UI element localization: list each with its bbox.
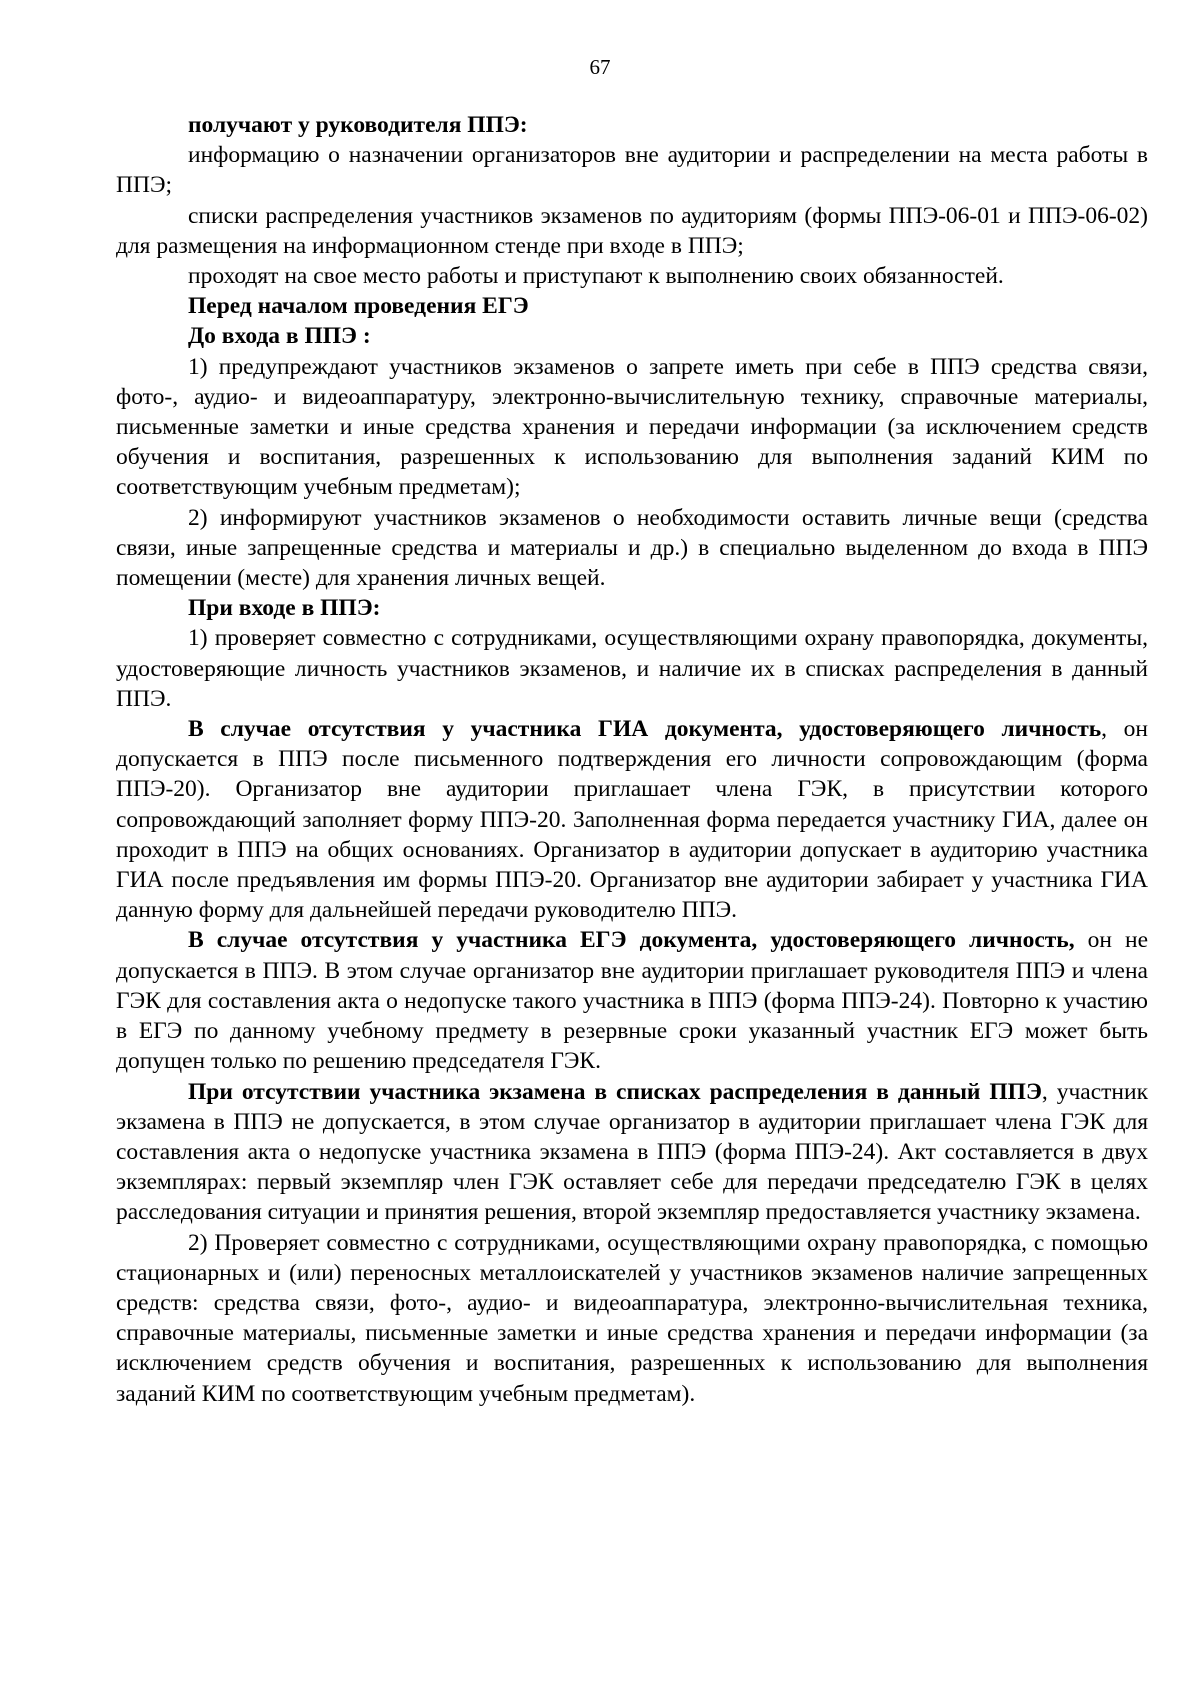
paragraph-warn-participants: 1) предупреждают участников экзаменов о запрете иметь при себе в ППЭ средства связи, фото-, аудио- и видеоаппаратуру, электронно-вычислительную технику, справочные материалы, письменные заметки и иные средства хранения и передачи информации (за исключением средств обучения и воспитания, разрешенных к использованию для выполнения заданий КИМ по соответствующим учебным предметам); [116, 353, 1148, 501]
paragraph-check-documents: 1) проверяет совместно с сотрудниками, осуществляющими охрану правопорядка, документы, удостоверяющие личность участников экзаменов, и наличие их в списках распределения в данный ППЭ. [116, 625, 1148, 712]
paragraph-gia-no-document [116, 714, 1148, 925]
paragraph-gia-no-document-lead: В случае отсутствия у участника ГИА документа, удостоверяющего личность [188, 716, 1102, 743]
paragraph-ege-no-document-text: он не допускается в ППЭ. В этом случае организатор вне аудитории приглашает руководителя ППЭ и члена ГЭК для составления акта о недопуске такого участника в ППЭ (форма ППЭ-24). Повторно к участию в ЕГЭ по данному учебному предмету в резервные сроки указанный участник ЕГЭ может быть допущен только по решению председателя ГЭК. [116, 927, 1148, 1075]
paragraph-proceed-to-workplace: проходят на свое место работы и приступают к выполнению своих обязанностей. [188, 263, 1004, 290]
paragraph-not-in-lists-text: , участник экзамена в ППЭ не допускается, в этом случае организатор в аудитории приглашает члена ГЭК для составления акта о недопуске участника экзамена в ППЭ (форма ППЭ-24). Акт составляется в двух экземплярах: первый экземпляр член ГЭК оставляет себе для передачи председателю ГЭК в целях расследования ситуации и принятия решения, второй экземпляр предоставляется участнику экзамена. [116, 1078, 1148, 1226]
paragraph-assignment-info: информацию о назначении организаторов вне аудитории и распределении на места работы в ППЭ; [116, 142, 1148, 199]
paragraph-inform-participants: 2) информируют участников экзаменов о необходимости оставить личные вещи (средства связи, иные запрещенные средства и материалы и др.) в специально выделенном до входа в ППЭ помещении (месте) для хранения личных вещей. [116, 504, 1148, 592]
heading-at-entrance: При входе в ППЭ: [188, 595, 381, 622]
paragraph-ege-no-document [116, 925, 1148, 1076]
paragraph-distribution-lists: списки распределения участников экзаменов по аудиториям (формы ППЭ-06-01 и ППЭ-06-02) для размещения на информационном стенде при входе в ППЭ; [116, 202, 1148, 259]
paragraph-gia-no-document-text: , он допускается в ППЭ после письменного подтверждения его личности сопровождающим (форма ППЭ-20). Организатор вне аудитории приглашает члена ГЭК, в присутствии которого сопровождающий заполняет форму ППЭ-20. Заполненная форма передается участнику ГИА, далее он проходит в ППЭ на общих основаниях. Организатор в аудитории допускает в аудиторию участника ГИА после предъявления им формы ППЭ-20. Организатор вне аудитории забирает у участника ГИА данную форму для дальнейшей передачи руководителю ППЭ. [116, 716, 1148, 924]
paragraph-not-in-lists-lead: При отсутствии участника экзамена в списках распределения в данный ППЭ [188, 1078, 1042, 1105]
heading-before-exam: Перед началом проведения ЕГЭ [188, 293, 529, 320]
document-body [116, 110, 1148, 1409]
paragraph-metal-detectors: 2) Проверяет совместно с сотрудниками, осуществляющими охрану правопорядка, с помощью стационарных и (или) переносных металлоискателей у участников экзаменов наличие запрещенных средств: средства связи, фото-, аудио- и видеоаппаратура, электронно-вычислительная техника, справочные материалы, письменные заметки и иные средства хранения и передачи информации (за исключением средств обучения и воспитания, разрешенных к использованию для выполнения заданий КИМ по соответствующим учебным предметам). [116, 1229, 1148, 1407]
paragraph-not-in-lists [116, 1077, 1148, 1228]
heading-before-entrance: До входа в ППЭ : [188, 323, 371, 350]
heading-receive-from-head: получают у руководителя ППЭ: [188, 112, 528, 138]
paragraph-ege-no-document-lead: В случае отсутствия у участника ЕГЭ документа, удостоверяющего личность, [188, 927, 1075, 954]
page-number: 67 [589, 55, 611, 79]
